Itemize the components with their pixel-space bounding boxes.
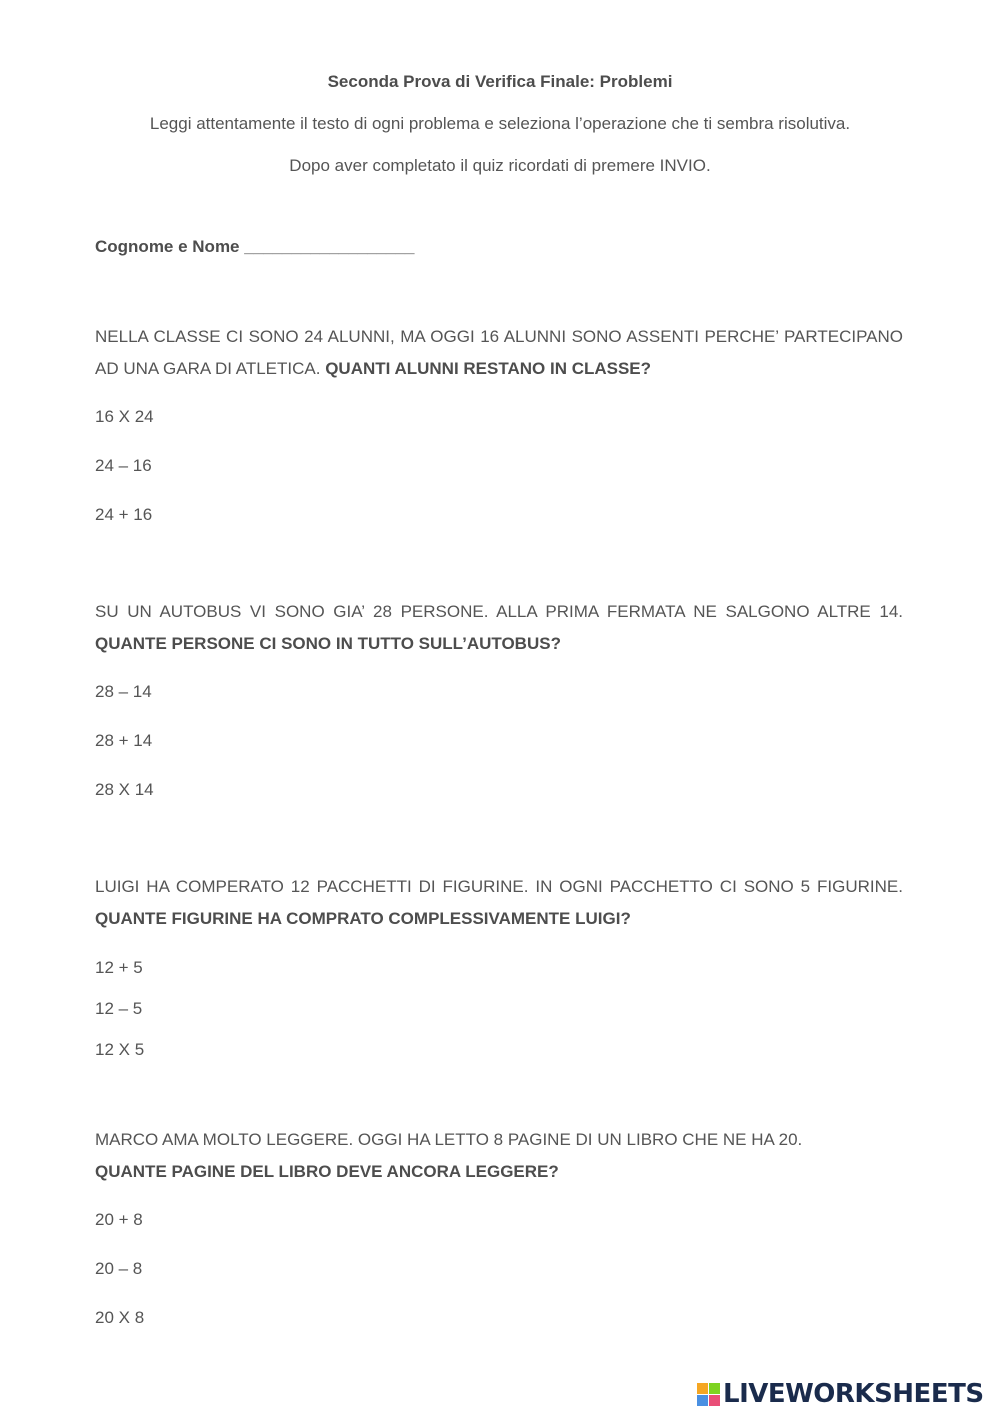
logo-block-4 — [709, 1395, 720, 1406]
instruction-submit-text: Dopo aver completato il quiz ricordati di premere INVIO. — [289, 156, 711, 175]
problem-1 — [95, 321, 903, 385]
problem-4-option-1[interactable]: 20 + 8 — [95, 1210, 143, 1229]
problem-4-text: MARCO AMA MOLTO LEGGERE. OGGI HA LETTO 8 PAGINE DI UN LIBRO CHE NE HA 20. — [95, 1130, 803, 1149]
problem-1-option-1[interactable]: 16 X 24 — [95, 407, 154, 426]
logo-text: LIVEWORKSHEETS — [723, 1379, 984, 1409]
problem-4-option-3[interactable]: 20 X 8 — [95, 1308, 145, 1327]
problem-2-option-1[interactable]: 28 – 14 — [95, 682, 152, 701]
logo-blocks-icon — [697, 1383, 720, 1406]
logo-block-1 — [697, 1383, 708, 1394]
problem-1-text: NELLA CLASSE CI SONO 24 ALUNNI, MA OGGI 16 ALUNNI SONO ASSENTI PERCHE’ PARTECIPANO AD UNA GARA DI ATLETICA. — [95, 327, 903, 378]
instruction-text: Leggi attentamente il testo di ogni problema e seleziona l’operazione che ti sembra risolutiva. — [149, 114, 851, 133]
problem-1-option-2[interactable]: 24 – 16 — [95, 456, 152, 475]
problem-2-option-2[interactable]: 28 + 14 — [95, 731, 153, 750]
logo-block-3 — [697, 1395, 708, 1406]
problem-3-option-3[interactable]: 12 X 5 — [95, 1040, 145, 1059]
problem-2 — [95, 596, 903, 660]
problem-2-question: QUANTE PERSONE CI SONO IN TUTTO SULL’AUTOBUS? — [95, 634, 561, 653]
logo-block-2 — [709, 1383, 720, 1394]
problem-3-option-2[interactable]: 12 – 5 — [95, 999, 143, 1018]
name-field-label: Cognome e Nome __________________ — [95, 237, 415, 256]
problem-3-text: LUIGI HA COMPERATO 12 PACCHETTI DI FIGURINE. IN OGNI PACCHETTO CI SONO 5 FIGURINE. — [95, 877, 903, 896]
problem-2-option-3[interactable]: 28 X 14 — [95, 780, 154, 799]
problem-4-question: QUANTE PAGINE DEL LIBRO DEVE ANCORA LEGGERE? — [95, 1162, 559, 1181]
problem-1-option-3[interactable]: 24 + 16 — [95, 505, 153, 524]
problem-4-option-2[interactable]: 20 – 8 — [95, 1259, 143, 1278]
page-title: Seconda Prova di Verifica Finale: Problemi — [327, 72, 673, 91]
problem-4 — [95, 1124, 903, 1188]
problem-3-question: QUANTE FIGURINE HA COMPRATO COMPLESSIVAMENTE LUIGI? — [95, 909, 631, 928]
problem-1-question: QUANTI ALUNNI RESTANO IN CLASSE? — [325, 359, 652, 378]
problem-3-option-1[interactable]: 12 + 5 — [95, 958, 143, 977]
problem-2-text: SU UN AUTOBUS VI SONO GIA’ 28 PERSONE. ALLA PRIMA FERMATA NE SALGONO ALTRE 14. — [95, 602, 903, 621]
liveworksheets-logo — [697, 1379, 984, 1409]
problem-3 — [95, 871, 903, 935]
